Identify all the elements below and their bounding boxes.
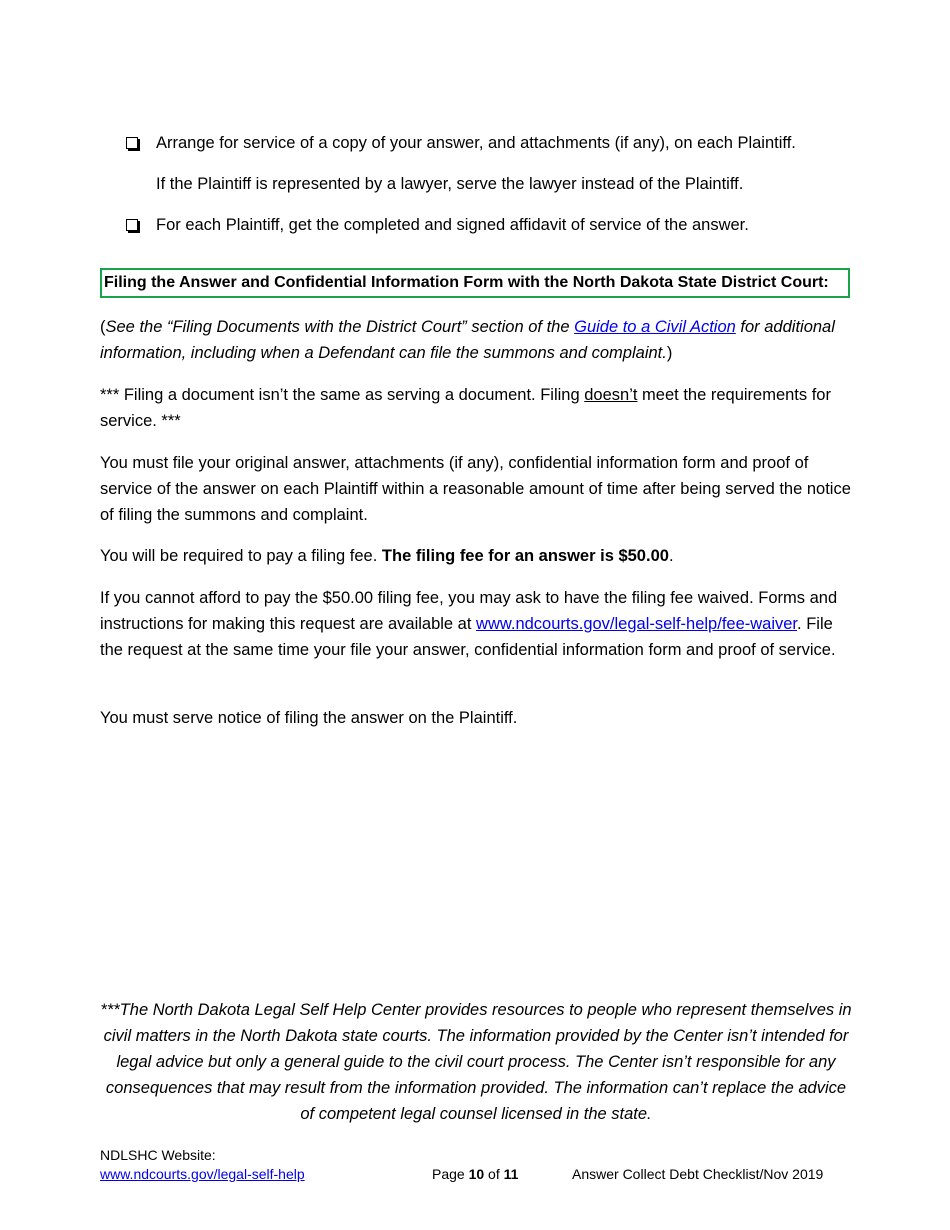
footer-doc-label: Answer Collect Debt Checklist/Nov 2019 (572, 1166, 824, 1182)
disclaimer: ***The North Dakota Legal Self Help Center provides resources to people who represent themselves in civil matters in the North Dakota state courts. The information provided by the Center isn’t intended for legal advice but only a general guide to the civil court process. The Center isn’t responsible for any consequences that may result from the information provided. The information can’t replace the advice of competent legal counsel licensed in the state. (100, 1001, 852, 1123)
page-number (432, 1165, 518, 1184)
checklist-item (126, 212, 749, 238)
filing-vs-serving-text: *** Filing a document isn’t the same as serving a document. Filing (100, 386, 585, 404)
page-current: 10 (468, 1166, 485, 1182)
guide-reference-paragraph (100, 314, 852, 366)
guide-reference-text-cont: for additional information, including when a Defendant can file the summons and complaint. (100, 318, 835, 362)
file-original-paragraph: You must file your original answer, attachments (if any), confidential information form and proof of service of the answer on each Plaintiff within a reasonable amount of time after being served the notice of filing the summons and complaint. (100, 454, 851, 524)
section-heading: Filing the Answer and Confidential Information Form with the North Dakota State District Court: (100, 268, 850, 298)
footer-website (100, 1146, 305, 1184)
paren-open: ( (100, 318, 106, 336)
checklist-item (126, 130, 796, 156)
checkbox-icon[interactable] (126, 137, 138, 149)
guide-civil-action-link[interactable]: Guide to a Civil Action (574, 318, 736, 336)
footer-website-label: NDLSHC Website: (100, 1147, 216, 1163)
doesnt-underlined: doesn’t (584, 386, 638, 404)
guide-reference-text: See the “Filing Documents with the District Court” section of the (105, 318, 575, 336)
fee-waiver-text: If you cannot afford to pay the $50.00 filing fee, you may ask to have the filing fee waived. Forms and instructions for making this request are available at (100, 589, 838, 633)
serve-notice-paragraph: You must serve notice of filing the answer on the Plaintiff. (100, 709, 518, 727)
fee-waiver-text-cont: . File the request at the same time your file your answer, confidential information form and proof of service. (100, 615, 836, 659)
fee-waiver-paragraph (100, 585, 852, 663)
checklist-item-note: If the Plaintiff is represented by a lawyer, serve the lawyer instead of the Plaintiff. (156, 175, 744, 193)
page-total: 11 (503, 1166, 519, 1182)
footer-website-link[interactable]: www.ndcourts.gov/legal-self-help (100, 1166, 305, 1182)
checklist-item-text: For each Plaintiff, get the completed and signed affidavit of service of the answer. (156, 216, 749, 234)
fee-waiver-link[interactable]: www.ndcourts.gov/legal-self-help/fee-waiver (476, 615, 798, 633)
filing-fee-text: You will be required to pay a filing fee. (100, 547, 382, 565)
filing-fee-period: . (668, 547, 674, 565)
page-word: Page (432, 1166, 469, 1182)
checklist-item-text: Arrange for service of a copy of your answer, and attachments (if any), on each Plaintiff. (156, 134, 796, 152)
paren-close: ) (666, 344, 673, 362)
filing-vs-serving-text-cont: meet the requirements for service. *** (100, 386, 831, 430)
filing-fee-paragraph (100, 543, 852, 569)
page-of: of (484, 1166, 504, 1182)
filing-vs-serving-paragraph (100, 382, 852, 434)
filing-fee-amount: The filing fee for an answer is $50.00 (381, 547, 669, 565)
checkbox-icon[interactable] (126, 219, 138, 231)
